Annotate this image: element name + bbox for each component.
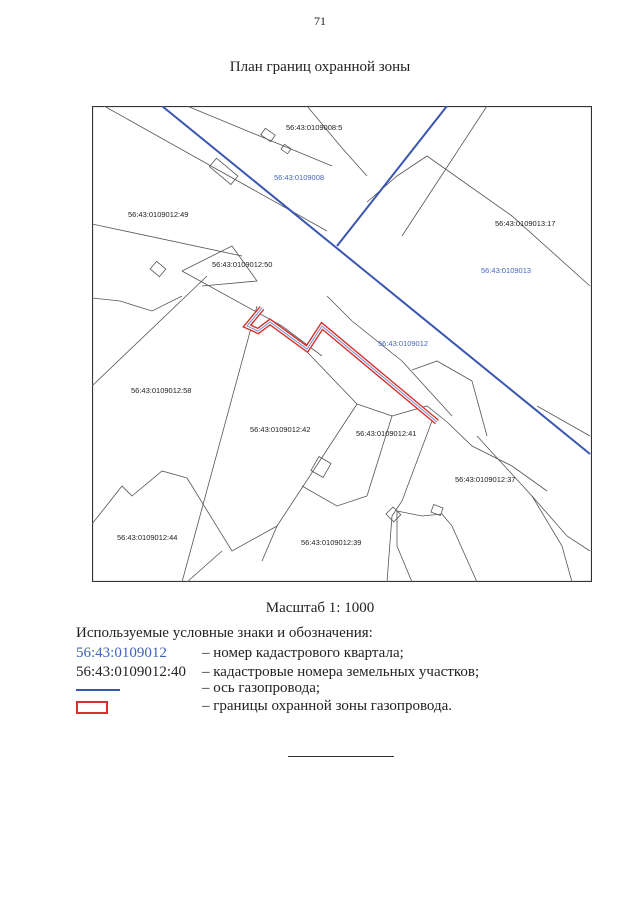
legend-key-parcel-number: 56:43:0109012:40: [76, 664, 187, 680]
parcel-label: 56:43:0109012:49: [128, 210, 189, 219]
protection-zone-symbol: [76, 701, 108, 714]
pipeline-axis-symbol: [76, 689, 120, 691]
signature-line: [288, 756, 394, 757]
parcel-label: 56:43:0109012:41: [356, 429, 417, 438]
map-scale: Масштаб 1: 1000: [265, 600, 375, 616]
page-number: 71: [314, 14, 326, 28]
parcel-label: 56:43:0109012:39: [301, 538, 362, 547]
legend-title: Используемые условные знаки и обозначения:: [76, 625, 373, 641]
legend-desc: – номер кадастрового квартала;: [202, 645, 404, 661]
legend-desc: – кадастровые номера земельных участков;: [202, 664, 480, 680]
legend-key-quarter-number: 56:43:0109012: [76, 645, 167, 661]
quarter-label: 56:43:0109013: [481, 266, 532, 275]
parcel-label: 56:43:0109012:58: [131, 386, 192, 395]
parcel-label: 56:43:0109008:5: [286, 123, 343, 132]
parcel-label: 56:43:0109012:44: [117, 533, 178, 542]
parcel-label: 56:43:0109012:42: [250, 425, 311, 434]
parcel-label: 56:43:0109012:50: [212, 260, 273, 269]
cadastral-map: [92, 106, 592, 582]
legend-desc: – границы охранной зоны газопровода.: [202, 698, 453, 714]
parcel-label: 56:43:0109012:37: [455, 475, 516, 484]
quarter-label: 56:43:0109012: [378, 339, 429, 348]
parcel-label: 56:43:0109013:17: [495, 219, 556, 228]
quarter-label: 56:43:0109008: [274, 173, 325, 182]
legend-desc: – ось газопровода;: [202, 680, 321, 696]
page-title: План границ охранной зоны: [229, 59, 411, 75]
